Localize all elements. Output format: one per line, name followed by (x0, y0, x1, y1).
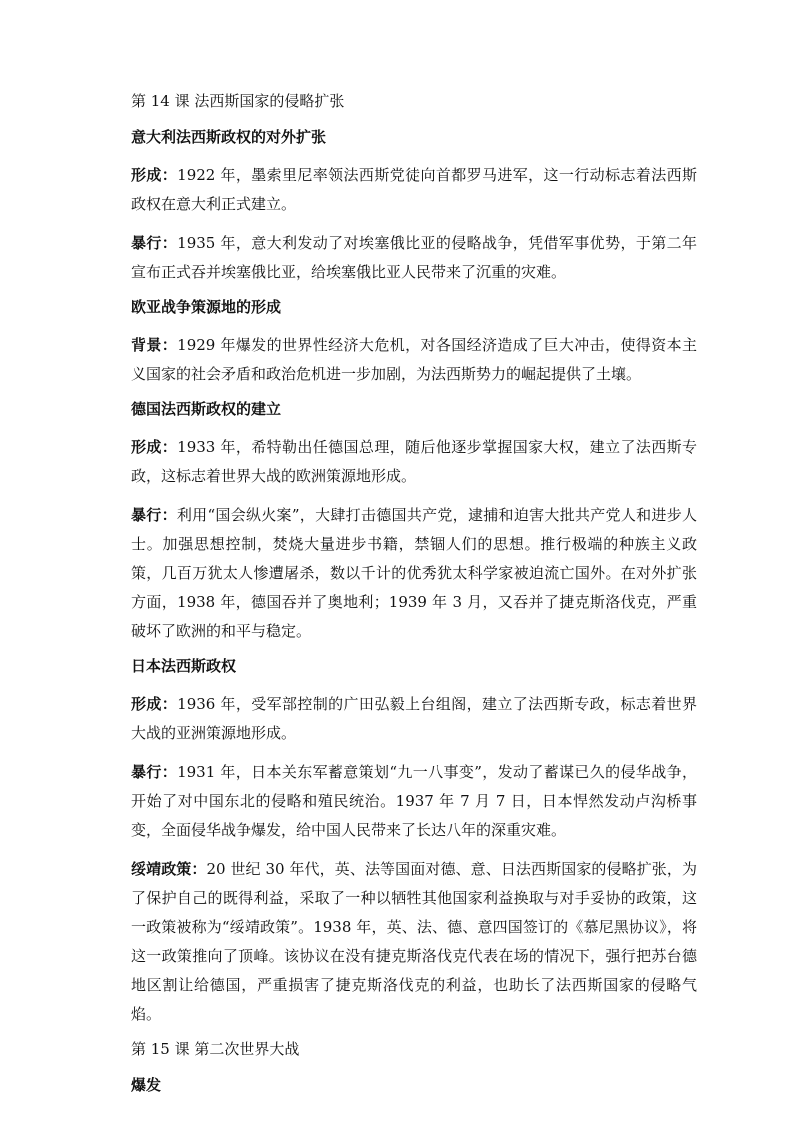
section-heading-outbreak: 爆发 (131, 1076, 162, 1094)
paragraph-label: 形成： (131, 695, 178, 713)
paragraph-text: 1922 年，墨索里尼率领法西斯党徒向首都罗马进军，这一行动标志着法西斯政权在意大利正式建立。 (131, 166, 697, 213)
paragraph-japan-atrocities (131, 758, 697, 845)
paragraph-appeasement (131, 855, 697, 1029)
paragraph-text: 1935 年，意大利发动了对埃塞俄比亚的侵略战争，凭借军事优势，于第二年宣布正式吞并埃塞俄比亚，给埃塞俄比亚人民带来了沉重的灾难。 (131, 234, 697, 281)
section-heading-germany: 德国法西斯政权的建立 (131, 400, 282, 418)
paragraph-label: 暴行： (131, 234, 178, 252)
paragraph-germany-formation (131, 433, 697, 491)
section-heading-japan: 日本法西斯政权 (131, 657, 237, 675)
paragraph-background (131, 331, 697, 389)
paragraph-label: 暴行： (131, 506, 177, 524)
paragraph-label: 形成： (131, 438, 178, 456)
paragraph-label: 形成： (131, 166, 178, 184)
paragraph-text: 1933 年，希特勒出任德国总理，随后他逐步掌握国家大权，建立了法西斯专政，这标志着世界大战的欧洲策源地形成。 (131, 438, 697, 485)
paragraph-italy-atrocities (131, 229, 697, 287)
paragraph-italy-formation (131, 161, 697, 219)
paragraph-text: 利用“国会纵火案”，大肆打击德国共产党，逮捕和迫害大批共产党人和进步人士。加强思想控制，焚烧大量进步书籍，禁锢人们的思想。推行极端的种族主义政策，几百万犹太人惨遭屠杀，数以千计的优秀犹太科学家被迫流亡国外。在对外扩张方面，1938 年，德国吞并了奥地利；1939 年 3 月，又吞并了捷克斯洛伐克，严重破坏了欧洲的和平与稳定。 (131, 506, 697, 640)
paragraph-label: 背景： (131, 336, 178, 354)
paragraph-japan-formation (131, 690, 697, 748)
document-content (131, 91, 697, 1109)
paragraph-label: 暴行： (131, 763, 178, 781)
paragraph-germany-atrocities (131, 501, 697, 646)
lesson-title-14: 第 14 课 法西斯国家的侵略扩张 (131, 92, 345, 110)
paragraph-label: 绥靖政策： (131, 860, 207, 878)
paragraph-text: 20 世纪 30 年代，英、法等国面对德、意、日法西斯国家的侵略扩张，为了保护自己的既得利益，采取了一种以牺牲其他国家利益换取与对手妥协的政策，这一政策被称为“绥靖政策”。1938 年，英、法、德、意四国签订的《慕尼黑协议》，将这一政策推向了顶峰。该协议在没有捷克斯洛伐克代表在场的情况下，强行把苏台德地区割让给德国，严重损害了捷克斯洛伐克的利益，也助长了法西斯国家的侵略气焰。 (131, 860, 697, 1023)
section-heading-war-sources: 欧亚战争策源地的形成 (131, 298, 282, 316)
section-heading-italy: 意大利法西斯政权的对外扩张 (131, 128, 327, 146)
paragraph-text: 1936 年，受军部控制的广田弘毅上台组阁，建立了法西斯专政，标志着世界大战的亚洲策源地形成。 (131, 695, 697, 742)
lesson-title-15: 第 15 课 第二次世界大战 (131, 1040, 300, 1058)
paragraph-text: 1931 年，日本关东军蓄意策划“九一八事变”，发动了蓄谋已久的侵华战争，开始了对中国东北的侵略和殖民统治。1937 年 7 月 7 日，日本悍然发动卢沟桥事变，全面侵华战争爆发，给中国人民带来了长达八年的深重灾难。 (131, 763, 697, 839)
paragraph-text: 1929 年爆发的世界性经济大危机，对各国经济造成了巨大冲击，使得资本主义国家的社会矛盾和政治危机进一步加剧，为法西斯势力的崛起提供了土壤。 (131, 336, 697, 383)
